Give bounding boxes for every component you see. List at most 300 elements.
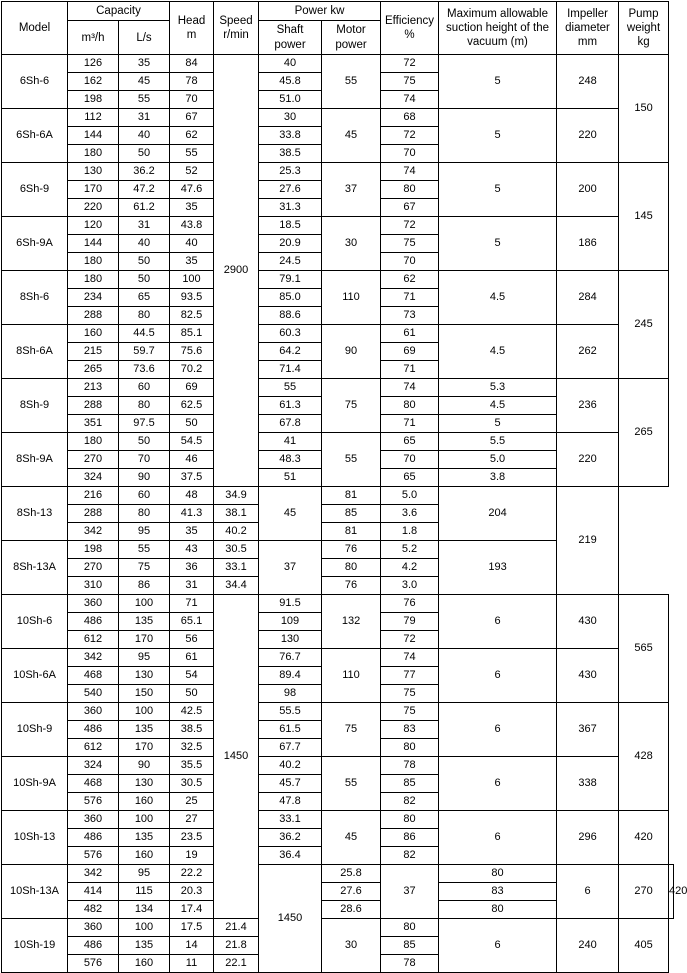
cell-head: 32.5 — [170, 739, 214, 757]
cell-suction-height: 5 — [439, 217, 557, 271]
cell-capacity-m3h: 162 — [68, 73, 119, 91]
cell-capacity-ls: 100 — [119, 703, 170, 721]
cell-capacity-ls: 35 — [119, 55, 170, 73]
cell-impeller-diameter: 270 — [619, 865, 669, 919]
cell-pump-weight: 565 — [619, 595, 669, 703]
cell-suction-height: 5 — [439, 163, 557, 217]
cell-suction-height: 3.8 — [439, 469, 557, 487]
table-row — [2, 325, 674, 343]
cell-capacity-ls: 86 — [119, 577, 170, 595]
cell-head: 67 — [170, 109, 214, 127]
cell-head: 61 — [170, 649, 214, 667]
cell-head: 14 — [170, 937, 214, 955]
cell-head: 19 — [170, 847, 214, 865]
cell-efficiency: 79 — [381, 613, 439, 631]
cell-efficiency: 71 — [381, 289, 439, 307]
cell-shaft-power: 61.5 — [259, 721, 322, 739]
cell-pump-weight: 420 — [619, 811, 669, 865]
cell-suction-height: 3.6 — [381, 505, 439, 523]
cell-efficiency: 80 — [439, 865, 557, 883]
cell-suction-height: 4.5 — [439, 325, 557, 379]
cell-capacity-m3h: 310 — [68, 577, 119, 595]
cell-capacity-m3h: 342 — [68, 649, 119, 667]
cell-motor-power: 37 — [322, 163, 381, 217]
cell-efficiency: 81 — [322, 523, 381, 541]
cell-head: 30.5 — [170, 775, 214, 793]
efficiency-label: Efficiency — [385, 14, 435, 27]
cell-capacity-ls: 135 — [119, 937, 170, 955]
cell-capacity-ls: 100 — [119, 595, 170, 613]
cell-motor-power: 55 — [322, 55, 381, 109]
table-row — [2, 217, 674, 235]
cell-capacity-ls: 130 — [119, 775, 170, 793]
cell-suction-height: 6 — [439, 811, 557, 865]
table-row — [2, 595, 674, 613]
cell-suction-height: 6 — [557, 865, 619, 919]
cell-head: 55 — [170, 145, 214, 163]
cell-head: 11 — [170, 955, 214, 973]
cell-capacity-ls: 47.2 — [119, 181, 170, 199]
cell-capacity-m3h: 180 — [68, 253, 119, 271]
cell-head: 71 — [170, 595, 214, 613]
table-row — [2, 919, 674, 937]
cell-motor-power: 55 — [322, 433, 381, 487]
cell-head: 52 — [170, 163, 214, 181]
cell-pump-weight: 428 — [619, 703, 669, 811]
cell-head: 36 — [170, 559, 214, 577]
cell-impeller-diameter: 262 — [557, 325, 619, 379]
cell-efficiency: 80 — [322, 559, 381, 577]
cell-motor-power: 45 — [322, 109, 381, 163]
cell-head: 17.4 — [170, 901, 214, 919]
cell-efficiency: 86 — [381, 829, 439, 847]
cell-capacity-ls: 70 — [119, 451, 170, 469]
cell-motor-power: 75 — [322, 703, 381, 757]
cell-pump-weight: 145 — [619, 163, 669, 271]
cell-head: 48 — [170, 487, 214, 505]
cell-capacity-ls: 50 — [119, 271, 170, 289]
cell-shaft-power: 27.6 — [259, 181, 322, 199]
cell-capacity-ls: 50 — [119, 433, 170, 451]
cell-capacity-ls: 80 — [119, 307, 170, 325]
column-header-efficiency — [381, 2, 439, 55]
cell-capacity-ls: 95 — [119, 523, 170, 541]
cell-efficiency: 70 — [381, 451, 439, 469]
cell-shaft-power: 91.5 — [259, 595, 322, 613]
cell-capacity-ls: 50 — [119, 253, 170, 271]
cell-head: 65.1 — [170, 613, 214, 631]
cell-capacity-ls: 55 — [119, 541, 170, 559]
cell-capacity-ls: 130 — [119, 667, 170, 685]
cell-capacity-ls: 97.5 — [119, 415, 170, 433]
column-header-pump-weight — [619, 2, 669, 55]
cell-capacity-m3h: 342 — [68, 523, 119, 541]
cell-capacity-m3h: 216 — [68, 487, 119, 505]
cell-capacity-ls: 36.2 — [119, 163, 170, 181]
header-row-top — [2, 2, 674, 21]
cell-shaft-power: 48.3 — [259, 451, 322, 469]
column-header-power: Power kw — [259, 2, 381, 21]
cell-efficiency: 69 — [381, 343, 439, 361]
cell-capacity-m3h: 220 — [68, 199, 119, 217]
cell-shaft-power: 34.4 — [214, 577, 259, 595]
cell-shaft-power: 71.4 — [259, 361, 322, 379]
cell-capacity-ls: 160 — [119, 793, 170, 811]
cell-impeller-diameter: 248 — [557, 55, 619, 109]
pump-specification-sheet — [0, 1, 687, 969]
cell-pump-weight: 150 — [619, 55, 669, 163]
cell-capacity-m3h: 360 — [68, 919, 119, 937]
cell-shaft-power: 85.0 — [259, 289, 322, 307]
cell-efficiency: 61 — [381, 325, 439, 343]
cell-impeller-diameter: 204 — [439, 487, 557, 541]
cell-suction-height: 5 — [439, 415, 557, 433]
cell-head: 31 — [170, 577, 214, 595]
cell-shaft-power: 55 — [259, 379, 322, 397]
cell-head: 54.5 — [170, 433, 214, 451]
cell-head: 40 — [170, 235, 214, 253]
cell-model: 8Sh-9 — [2, 379, 68, 433]
cell-head: 62 — [170, 127, 214, 145]
cell-shaft-power: 38.5 — [259, 145, 322, 163]
column-header-model: Model — [2, 2, 68, 55]
cell-capacity-m3h: 120 — [68, 217, 119, 235]
cell-head: 93.5 — [170, 289, 214, 307]
cell-efficiency: 75 — [381, 235, 439, 253]
cell-capacity-m3h: 144 — [68, 127, 119, 145]
cell-speed: 2900 — [214, 55, 259, 487]
cell-efficiency: 67 — [381, 199, 439, 217]
cell-efficiency: 65 — [381, 469, 439, 487]
cell-capacity-ls: 135 — [119, 721, 170, 739]
cell-head: 85.1 — [170, 325, 214, 343]
cell-model: 6Sh-9 — [2, 163, 68, 217]
cell-head: 35 — [170, 523, 214, 541]
cell-speed: 1450 — [259, 865, 322, 973]
cell-capacity-ls: 95 — [119, 649, 170, 667]
cell-efficiency: 81 — [322, 487, 381, 505]
cell-head: 35.5 — [170, 757, 214, 775]
cell-shaft-power: 45.7 — [259, 775, 322, 793]
cell-model: 8Sh-13 — [2, 487, 68, 541]
cell-capacity-ls: 80 — [119, 397, 170, 415]
cell-capacity-m3h: 265 — [68, 361, 119, 379]
cell-capacity-ls: 50 — [119, 145, 170, 163]
table-row — [2, 433, 674, 451]
column-header-head — [170, 2, 214, 55]
cell-efficiency: 83 — [439, 883, 557, 901]
cell-capacity-ls: 135 — [119, 829, 170, 847]
head-label: Head — [177, 14, 206, 27]
cell-capacity-m3h: 360 — [68, 811, 119, 829]
column-header-speed — [214, 2, 259, 55]
cell-model: 10Sh-13A — [2, 865, 68, 919]
cell-capacity-ls: 90 — [119, 757, 170, 775]
cell-head: 41.3 — [170, 505, 214, 523]
cell-shaft-power: 27.6 — [322, 883, 381, 901]
cell-capacity-m3h: 468 — [68, 775, 119, 793]
cell-capacity-ls: 95 — [119, 865, 170, 883]
cell-motor-power: 45 — [322, 811, 381, 865]
table-row — [2, 811, 674, 829]
cell-capacity-m3h: 288 — [68, 307, 119, 325]
cell-shaft-power: 64.2 — [259, 343, 322, 361]
cell-capacity-m3h: 180 — [68, 433, 119, 451]
cell-shaft-power: 67.7 — [259, 739, 322, 757]
cell-capacity-m3h: 213 — [68, 379, 119, 397]
cell-efficiency: 70 — [381, 145, 439, 163]
cell-efficiency: 80 — [439, 901, 557, 919]
cell-capacity-ls: 170 — [119, 631, 170, 649]
cell-capacity-m3h: 270 — [68, 451, 119, 469]
cell-capacity-ls: 40 — [119, 235, 170, 253]
cell-motor-power: 37 — [259, 541, 322, 595]
cell-model: 10Sh-13 — [2, 811, 68, 865]
cell-suction-height: 6 — [439, 919, 557, 973]
table-row — [2, 865, 674, 883]
cell-capacity-m3h: 288 — [68, 505, 119, 523]
cell-impeller-diameter: 284 — [557, 271, 619, 325]
cell-capacity-m3h: 288 — [68, 397, 119, 415]
cell-head: 46 — [170, 451, 214, 469]
cell-capacity-m3h: 342 — [68, 865, 119, 883]
cell-head: 75.6 — [170, 343, 214, 361]
cell-capacity-ls: 135 — [119, 613, 170, 631]
cell-impeller-diameter: 240 — [557, 919, 619, 973]
cell-head: 82.5 — [170, 307, 214, 325]
cell-head: 100 — [170, 271, 214, 289]
cell-efficiency: 76 — [381, 595, 439, 613]
cell-suction-height: 5 — [439, 109, 557, 163]
cell-head: 69 — [170, 379, 214, 397]
table-row — [2, 757, 674, 775]
cell-efficiency: 70 — [381, 253, 439, 271]
cell-suction-height: 4.2 — [381, 559, 439, 577]
cell-efficiency: 72 — [381, 631, 439, 649]
cell-head: 54 — [170, 667, 214, 685]
column-header-capacity: Capacity — [68, 2, 170, 21]
cell-shaft-power: 89.4 — [259, 667, 322, 685]
cell-head: 56 — [170, 631, 214, 649]
cell-efficiency: 85 — [381, 775, 439, 793]
cell-capacity-ls: 90 — [119, 469, 170, 487]
cell-suction-height: 5.0 — [381, 487, 439, 505]
cell-efficiency: 76 — [322, 541, 381, 559]
cell-efficiency: 72 — [381, 217, 439, 235]
cell-capacity-m3h: 234 — [68, 289, 119, 307]
cell-impeller-diameter: 430 — [557, 649, 619, 703]
impeller-unit: mm — [577, 36, 598, 49]
cell-head: 38.5 — [170, 721, 214, 739]
speed-label: Speed — [219, 14, 253, 27]
cell-capacity-ls: 160 — [119, 847, 170, 865]
cell-shaft-power: 67.8 — [259, 415, 322, 433]
cell-shaft-power: 25.3 — [259, 163, 322, 181]
cell-motor-power: 30 — [322, 919, 381, 973]
cell-efficiency: 78 — [381, 757, 439, 775]
cell-capacity-ls: 45 — [119, 73, 170, 91]
cell-impeller-diameter: 338 — [557, 757, 619, 811]
cell-capacity-ls: 100 — [119, 811, 170, 829]
cell-capacity-m3h: 468 — [68, 667, 119, 685]
cell-shaft-power: 60.3 — [259, 325, 322, 343]
column-header-capacity-m3h: m³/h — [68, 21, 119, 55]
cell-capacity-m3h: 486 — [68, 613, 119, 631]
cell-head: 70.2 — [170, 361, 214, 379]
cell-model: 8Sh-13A — [2, 541, 68, 595]
cell-head: 20.3 — [170, 883, 214, 901]
cell-shaft-power: 130 — [259, 631, 322, 649]
cell-capacity-m3h: 130 — [68, 163, 119, 181]
cell-head: 25 — [170, 793, 214, 811]
cell-shaft-power: 36.2 — [259, 829, 322, 847]
cell-head: 84 — [170, 55, 214, 73]
cell-shaft-power: 30.5 — [214, 541, 259, 559]
cell-capacity-ls: 60 — [119, 487, 170, 505]
cell-shaft-power: 41 — [259, 433, 322, 451]
cell-model: 6Sh-6A — [2, 109, 68, 163]
cell-efficiency: 80 — [381, 919, 439, 937]
table-row — [2, 163, 674, 181]
cell-efficiency: 83 — [381, 721, 439, 739]
cell-motor-power: 37 — [381, 865, 439, 919]
cell-head: 47.6 — [170, 181, 214, 199]
cell-efficiency: 74 — [381, 649, 439, 667]
column-header-capacity-ls: L/s — [119, 21, 170, 55]
table-row — [2, 487, 674, 505]
cell-capacity-m3h: 486 — [68, 721, 119, 739]
cell-efficiency: 76 — [322, 577, 381, 595]
cell-efficiency: 62 — [381, 271, 439, 289]
cell-pump-weight: 265 — [619, 379, 669, 487]
cell-efficiency: 74 — [381, 91, 439, 109]
cell-capacity-m3h: 612 — [68, 631, 119, 649]
cell-efficiency: 82 — [381, 847, 439, 865]
cell-model: 10Sh-9 — [2, 703, 68, 757]
cell-model: 6Sh-9A — [2, 217, 68, 271]
table-row — [2, 55, 674, 73]
weight-unit: kg — [637, 36, 650, 49]
cell-head: 17.5 — [170, 919, 214, 937]
cell-capacity-ls: 100 — [119, 919, 170, 937]
cell-shaft-power: 25.8 — [322, 865, 381, 883]
cell-shaft-power: 24.5 — [259, 253, 322, 271]
cell-efficiency: 75 — [381, 685, 439, 703]
cell-suction-height: 6 — [439, 595, 557, 649]
column-header-suction-height: Maximum allowable suction height of the vacuum (m) — [439, 2, 557, 55]
cell-head: 23.5 — [170, 829, 214, 847]
cell-motor-power: 55 — [322, 757, 381, 811]
cell-efficiency: 80 — [381, 397, 439, 415]
cell-efficiency: 71 — [381, 415, 439, 433]
cell-efficiency: 72 — [381, 127, 439, 145]
cell-shaft-power: 33.8 — [259, 127, 322, 145]
table-row — [2, 109, 674, 127]
table-header — [2, 2, 674, 55]
cell-capacity-m3h: 270 — [68, 559, 119, 577]
cell-capacity-m3h: 576 — [68, 793, 119, 811]
cell-shaft-power: 20.9 — [259, 235, 322, 253]
cell-efficiency: 72 — [381, 55, 439, 73]
efficiency-unit: % — [404, 29, 415, 42]
cell-impeller-diameter: 367 — [557, 703, 619, 757]
cell-head: 62.5 — [170, 397, 214, 415]
cell-efficiency: 73 — [381, 307, 439, 325]
cell-pump-weight: 405 — [619, 919, 669, 973]
cell-motor-power: 110 — [322, 271, 381, 325]
cell-capacity-m3h: 198 — [68, 91, 119, 109]
cell-head: 35 — [170, 199, 214, 217]
cell-shaft-power: 61.3 — [259, 397, 322, 415]
cell-shaft-power: 31.3 — [259, 199, 322, 217]
cell-suction-height: 6 — [439, 703, 557, 757]
table-row — [2, 379, 674, 397]
cell-suction-height: 6 — [439, 757, 557, 811]
cell-impeller-diameter: 220 — [557, 109, 619, 163]
cell-shaft-power: 109 — [259, 613, 322, 631]
cell-capacity-m3h: 360 — [68, 703, 119, 721]
cell-suction-height: 4.5 — [439, 397, 557, 415]
cell-efficiency: 75 — [381, 73, 439, 91]
cell-head: 27 — [170, 811, 214, 829]
cell-head: 50 — [170, 415, 214, 433]
cell-capacity-ls: 31 — [119, 109, 170, 127]
cell-head: 42.5 — [170, 703, 214, 721]
cell-shaft-power: 28.6 — [322, 901, 381, 919]
cell-efficiency: 82 — [381, 793, 439, 811]
cell-capacity-m3h: 576 — [68, 955, 119, 973]
cell-head: 43.8 — [170, 217, 214, 235]
cell-shaft-power: 88.6 — [259, 307, 322, 325]
cell-capacity-ls: 75 — [119, 559, 170, 577]
cell-impeller-diameter: 296 — [557, 811, 619, 865]
table-row — [2, 271, 674, 289]
cell-efficiency: 75 — [381, 703, 439, 721]
cell-model: 8Sh-9A — [2, 433, 68, 487]
cell-capacity-m3h: 351 — [68, 415, 119, 433]
cell-capacity-m3h: 486 — [68, 829, 119, 847]
cell-impeller-diameter: 220 — [557, 433, 619, 487]
pump-specification-table — [1, 1, 687, 973]
cell-suction-height: 1.8 — [381, 523, 439, 541]
cell-capacity-m3h: 170 — [68, 181, 119, 199]
cell-shaft-power: 34.9 — [214, 487, 259, 505]
cell-shaft-power: 45.8 — [259, 73, 322, 91]
cell-suction-height: 5.5 — [439, 433, 557, 451]
cell-shaft-power: 21.4 — [214, 919, 259, 937]
cell-efficiency: 80 — [381, 739, 439, 757]
cell-motor-power: 45 — [259, 487, 322, 541]
cell-capacity-ls: 44.5 — [119, 325, 170, 343]
cell-capacity-ls: 60 — [119, 379, 170, 397]
cell-shaft-power: 38.1 — [214, 505, 259, 523]
cell-suction-height: 4.5 — [439, 271, 557, 325]
cell-shaft-power: 79.1 — [259, 271, 322, 289]
cell-efficiency: 85 — [381, 937, 439, 955]
cell-capacity-m3h: 540 — [68, 685, 119, 703]
cell-impeller-diameter: 186 — [557, 217, 619, 271]
cell-head: 43 — [170, 541, 214, 559]
cell-shaft-power: 40.2 — [259, 757, 322, 775]
cell-efficiency: 71 — [381, 361, 439, 379]
cell-efficiency: 74 — [381, 163, 439, 181]
cell-suction-height: 5 — [439, 55, 557, 109]
head-unit: m — [186, 29, 197, 42]
cell-capacity-m3h: 324 — [68, 757, 119, 775]
cell-efficiency: 85 — [322, 505, 381, 523]
cell-capacity-ls: 80 — [119, 505, 170, 523]
cell-capacity-ls: 115 — [119, 883, 170, 901]
